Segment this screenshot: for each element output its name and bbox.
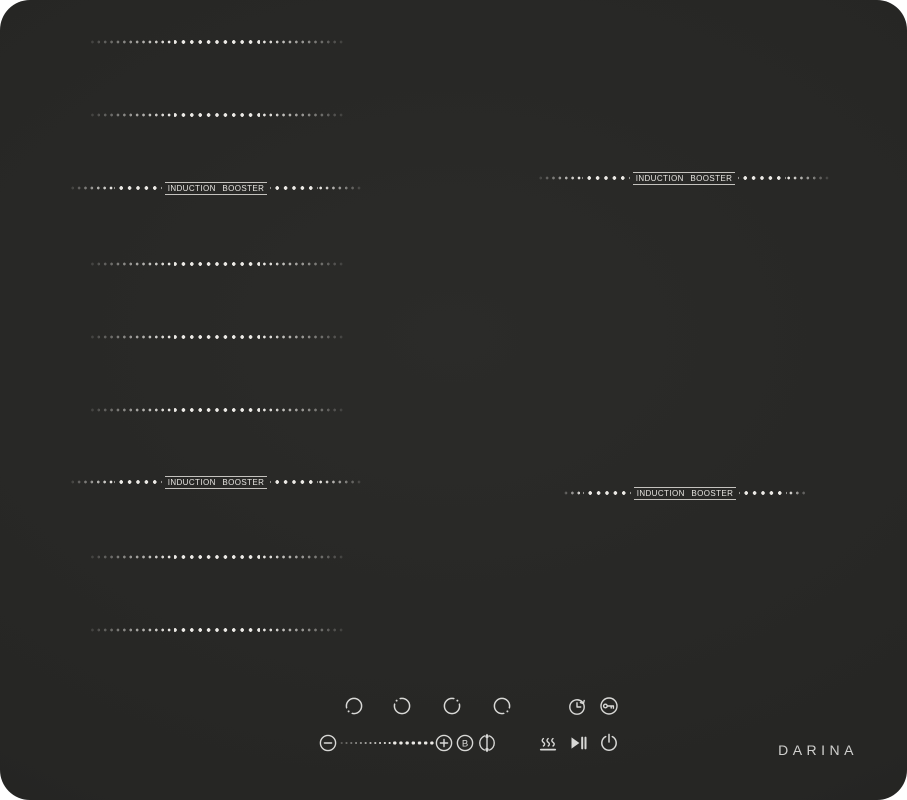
booster-label: INDUCTION BOOSTER [634,487,737,500]
zone-marker-left-3 [88,261,345,267]
booster-label: INDUCTION BOOSTER [165,476,268,489]
keep-warm-icon [536,731,560,755]
timer-icon [565,694,591,718]
plus-button[interactable] [434,733,454,753]
keep-warm-button[interactable] [536,731,560,755]
plus-icon [434,733,454,753]
bridge-zone-button[interactable] [475,731,499,755]
power-icon [597,731,621,755]
brand-logo: DARINA [778,742,858,758]
bridge-zone-icon [475,731,499,755]
burner-back-right-icon [440,694,464,718]
booster-marker-left-lower [70,479,362,485]
power-slider-dots [340,739,391,747]
booster-marker-left-upper [70,185,362,191]
minus-icon [318,733,338,753]
power-slider-dots [391,739,436,747]
power-slider[interactable] [340,739,436,747]
zone-marker-left-2 [88,112,345,118]
svg-text:B: B [461,738,469,750]
power-button[interactable] [597,731,621,755]
booster-label: INDUCTION BOOSTER [633,172,736,185]
boost-button[interactable] [455,733,475,753]
zone-marker-left-7 [88,627,345,633]
zone-marker-left-6 [88,554,345,560]
zone-select-front-right-button[interactable] [490,694,514,718]
zone-select-back-right-button[interactable] [440,694,464,718]
booster-marker-right-upper [538,175,830,181]
booster-marker-right-lower [562,490,808,496]
zone-select-front-left-button[interactable] [342,694,366,718]
minus-button[interactable] [318,733,338,753]
zone-marker-left-5 [88,407,345,413]
timer-button[interactable] [565,694,591,718]
key-lock-icon [597,694,621,718]
play-pause-icon [565,731,591,755]
zone-select-back-left-button[interactable] [390,694,414,718]
burner-back-left-icon [390,694,414,718]
booster-label: INDUCTION BOOSTER [165,182,268,195]
burner-front-left-icon [342,694,366,718]
pause-button[interactable] [565,731,591,755]
zone-marker-left-1 [88,39,345,45]
boost-b-icon [455,733,475,753]
burner-front-right-icon [490,694,514,718]
zone-marker-left-4 [88,334,345,340]
child-lock-button[interactable] [597,694,621,718]
